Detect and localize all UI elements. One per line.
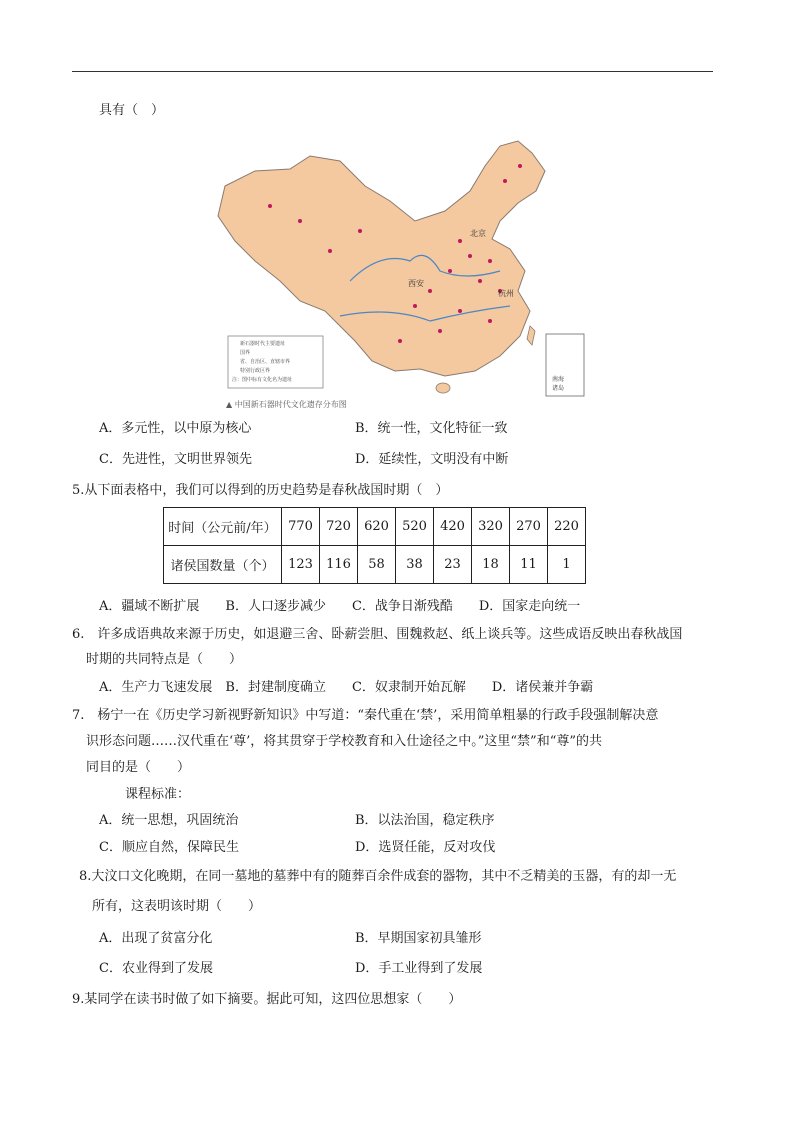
- q5-stem: 5.从下面表格中，我们可以得到的历史趋势是春秋战国时期（ ）: [72, 483, 449, 498]
- q7-note: 课程标准：: [125, 787, 191, 802]
- q4-option-b[interactable]: B．统一性，文化特征一致: [355, 421, 508, 436]
- q8-option-d[interactable]: D．手工业得到了发展: [355, 961, 483, 976]
- table-cell: 58: [358, 546, 396, 584]
- q6-options[interactable]: A．生产力飞速发展 B．封建制度确立 C．奴隶制开始瓦解 D．诸侯兼并争霸: [99, 680, 594, 695]
- q8-option-c[interactable]: C．农业得到了发展: [99, 961, 213, 976]
- q8-stem-line2: 所有，这表明该时期（ ）: [92, 899, 262, 914]
- table-cell: 1: [548, 546, 586, 584]
- label-zhudao: 诸岛: [552, 385, 565, 392]
- q5-table: [163, 507, 586, 584]
- table-cell: 诸侯国数量（个）: [164, 546, 282, 584]
- table-cell: 11: [510, 546, 548, 584]
- table-cell: 720: [320, 508, 358, 546]
- q7-option-c[interactable]: C．顺应自然，保障民生: [99, 840, 239, 855]
- table-cell: 320: [472, 508, 510, 546]
- q4-stem-tail: 具有（ ）: [99, 103, 165, 118]
- legend-item-3: 特别行政区界: [240, 368, 271, 374]
- label-beijing: 北京: [470, 229, 486, 238]
- label-nanhai: 南海: [552, 376, 565, 383]
- legend-item-1: 国界: [240, 350, 251, 356]
- table-cell: 38: [396, 546, 434, 584]
- china-map-svg: [200, 131, 595, 411]
- q7-stem-line2: 识形态问题……汉代重在‘尊’，将其贯穿于学校教育和入仕途径之中。”这里“禁”和“尊”的共: [86, 734, 602, 749]
- table-cell: 770: [282, 508, 320, 546]
- q8-option-b[interactable]: B．早期国家初具雏形: [355, 931, 482, 946]
- q7-option-a[interactable]: A．统一思想，巩固统治: [99, 813, 239, 828]
- table-cell: 220: [548, 508, 586, 546]
- table-cell: 23: [434, 546, 472, 584]
- q5-options[interactable]: A．疆域不断扩展 B．人口逐步减少 C．战争日渐残酷 D．国家走向统一: [99, 599, 581, 614]
- q6-stem-line2: 时期的共同特点是（ ）: [86, 652, 243, 667]
- q4-option-d[interactable]: D．延续性，文明没有中断: [355, 452, 509, 467]
- q8-option-a[interactable]: A．出现了贫富分化: [99, 931, 213, 946]
- table-cell: 18: [472, 546, 510, 584]
- table-cell: 620: [358, 508, 396, 546]
- header-rule: [72, 71, 713, 72]
- q4-option-a[interactable]: A．多元性，以中原为核心: [99, 421, 252, 436]
- table-cell: 420: [434, 508, 472, 546]
- table-row: [164, 508, 586, 546]
- table-cell: 123: [282, 546, 320, 584]
- map-caption: ▲ 中国新石器时代文化遗存分布图: [226, 400, 347, 409]
- table-cell: 270: [510, 508, 548, 546]
- q9-stem: 9.某同学在读书时做了如下摘要。据此可知，这四位思想家（ ）: [72, 992, 462, 1007]
- label-hangzhou: 杭州: [498, 289, 514, 298]
- neolithic-sites-map: [200, 131, 595, 411]
- table-cell: 520: [396, 508, 434, 546]
- table-row: [164, 546, 586, 584]
- q8-stem-line1: 8.大汶口文化晚期，在同一墓地的墓葬中有的随葬百余件成套的器物，其中不乏精美的玉器，有的却一无: [79, 869, 677, 884]
- legend-item-4: 注：图中标有文化名为遗址: [232, 377, 293, 383]
- q6-stem-line1: 6. 许多成语典故来源于历史，如退避三舍、卧薪尝胆、围魏救赵、纸上谈兵等。这些成语反映出春秋战国: [72, 627, 683, 642]
- hainan-island: [436, 383, 450, 393]
- q4-option-c[interactable]: C．先进性，文明世界领先: [99, 452, 252, 467]
- q7-stem-line1: 7. 杨宁一在《历史学习新视野新知识》中写道：“秦代重在‘禁’，采用简单粗暴的行政手段强制解决意: [72, 708, 659, 723]
- legend-item-2: 省、自治区、直辖市界: [240, 359, 291, 365]
- table-cell: 116: [320, 546, 358, 584]
- label-xian: 西安: [408, 279, 424, 288]
- q7-stem-line3: 同目的是（ ）: [86, 760, 191, 775]
- q7-option-d[interactable]: D．选贤任能，反对攻伐: [355, 840, 496, 855]
- taiwan-island: [527, 326, 535, 345]
- legend-item-0: 新石器时代主要遗址: [240, 341, 286, 347]
- table-cell: 时间（公元前/年）: [164, 508, 282, 546]
- q7-option-b[interactable]: B．以法治国，稳定秩序: [355, 813, 495, 828]
